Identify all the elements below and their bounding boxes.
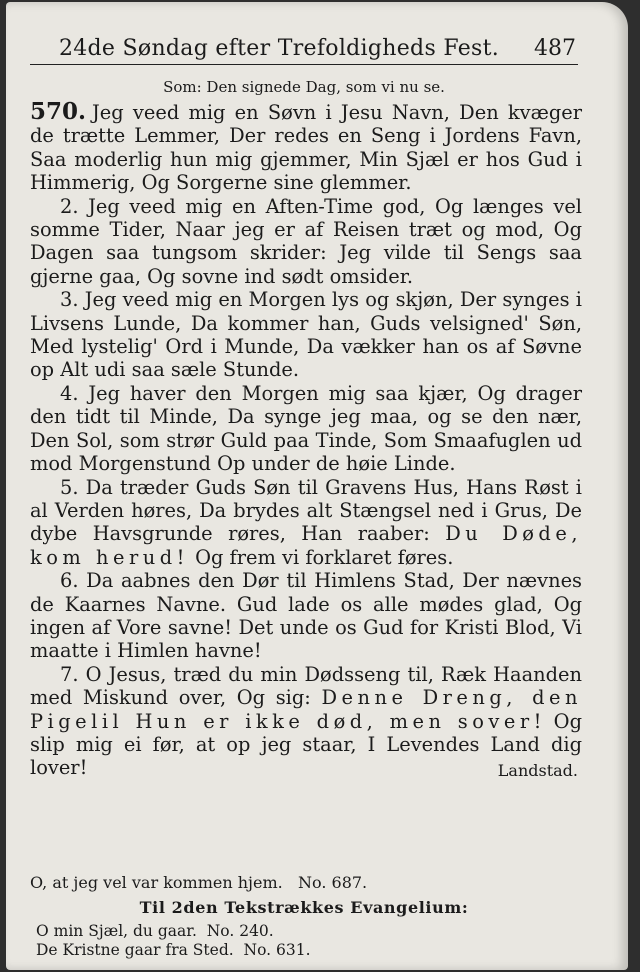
related-hymn — [30, 872, 578, 894]
gospel-hymn-list — [36, 922, 576, 960]
verse-1 — [30, 100, 582, 195]
related-hymn-line — [30, 872, 578, 894]
gospel-section-title: Til 2den Tekstrækkes Evangelium: — [139, 898, 469, 917]
verse-7-text-b: Og slip mig ei før, at op jeg staar, I Levendes Land dig lover! — [30, 709, 582, 780]
verse-5-text-b: Og frem vi forklaret føres. — [188, 545, 454, 569]
page-number: 487 — [534, 36, 576, 61]
hymn-number: 570. — [30, 98, 87, 125]
verse-5 — [30, 476, 582, 570]
verse-1-text: Jeg veed mig en Søvn i Jesu Navn, Den kvæger de trætte Lemmer, Der redes en Seng i Jordens Favn, Saa moderlig hun mig gjemmer, Min Sjæl er hos Gud i Himmerig, Og Sorgerne sine glemmer. — [30, 101, 582, 195]
verse-4: 4. Jeg haver den Morgen mig saa kjær, Og drager den tidt til Minde, Da synge jeg maa, og se den nær, Den Sol, som strør Guld paa Tinde, Som Smaafuglen ud mod Morgenstund Op under de høie Linde. — [30, 381, 582, 476]
list-item — [36, 922, 576, 941]
verse-7-spaced-quote: Denne Dreng, den Pigelil Hun er ikke død, men sover! — [30, 686, 582, 733]
list-item — [36, 941, 576, 960]
melody-line: Som: Den signede Dag, som vi nu se. — [163, 78, 445, 96]
hymn-author: Landstad. — [497, 761, 578, 781]
verse-5-text-a: 5. Da træder Guds Søn til Gravens Hus, Hans Røst i al Verden høres, Da brydes alt Stængsel ned i Grus, De dybe Havsgrunde røres, Han raaber: — [30, 475, 582, 546]
verse-3: 3. Jeg veed mig en Morgen lys og skjøn, Der synges i Livsens Lunde, Da kommer han, Guds velsigned' Søn, Med lystelig' Ord i Munde, Da vækker han os af Søvne op Alt udi saa sæle Stunde. — [30, 288, 582, 382]
verse-2: 2. Jeg veed mig en Aften-Time god, Og længes vel somme Tider, Naar jeg er af Reisen træt og mod, Og Dagen saa tungsom skrider: Jeg vilde til Sengs saa gjerne gaa, Og sovne ind sødt omsider. — [30, 194, 582, 288]
list-item-text: O min Sjæl, du gaar. — [36, 922, 197, 940]
list-item-ref: No. 631. — [243, 941, 311, 959]
verse-7 — [30, 663, 582, 780]
verse-7-text-a: 7. O Jesus, træd du min Dødsseng til, Ræk Haanden med Miskund over, Og sig: — [30, 662, 582, 710]
running-header — [30, 36, 578, 65]
verse-5-spaced-quote: Du Døde, kom herud! — [30, 522, 582, 569]
related-hymn-title: O, at jeg vel var kommen hjem. — [30, 873, 283, 892]
hymn-570 — [30, 100, 582, 783]
header-title: 24de Søndag efter Trefoldigheds Fest. — [58, 36, 500, 61]
list-item-ref: No. 240. — [206, 922, 274, 940]
hymnal-page — [6, 2, 628, 970]
list-item-text: De Kristne gaar fra Sted. — [36, 941, 234, 959]
verse-6: 6. Da aabnes den Dør til Himlens Stad, Der nævnes de Kaarnes Navne. Gud lade os alle mødes glad, Og ingen af Vore savne! Det unde os Gud for Kristi Blod, Vi maatte i Himlen havne! — [30, 569, 582, 663]
related-hymn-ref: No. 687. — [297, 873, 368, 892]
